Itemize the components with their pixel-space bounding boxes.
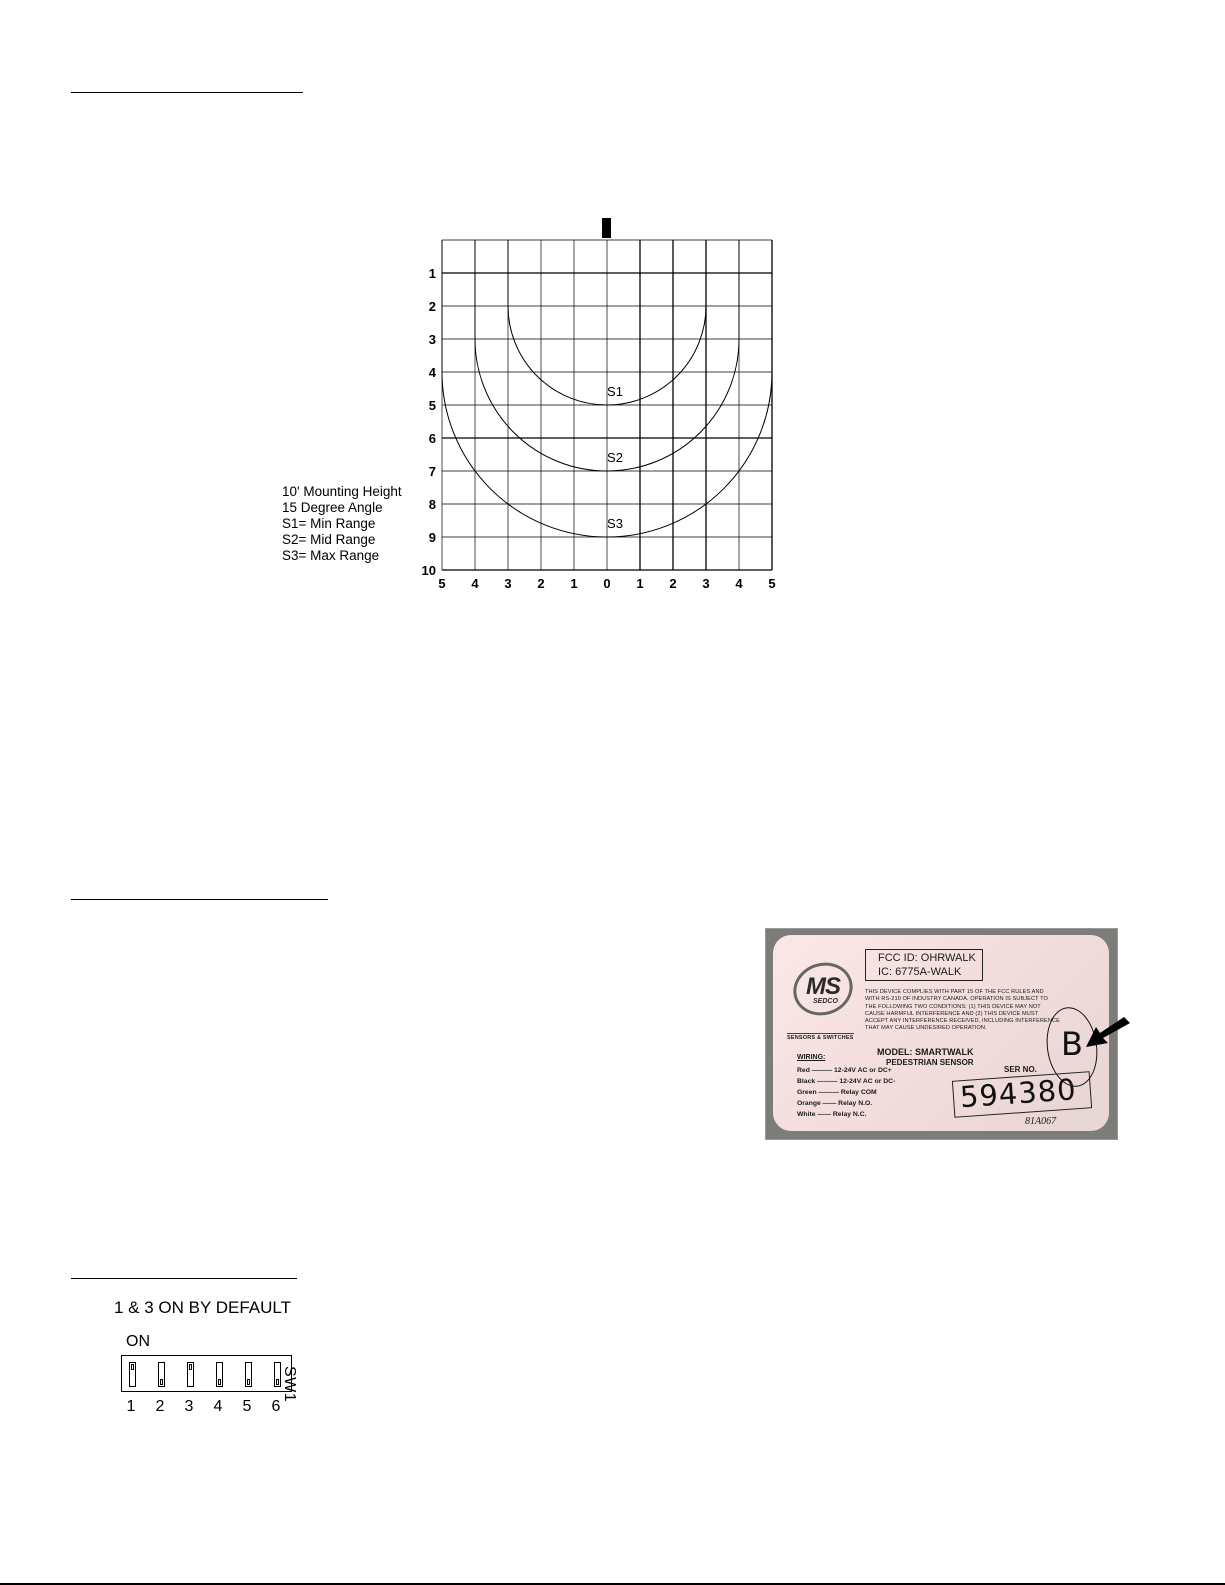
compliance-line: WITH RS-210 OF INDUSTRY CANADA. OPERATION IS SUBJECT TO	[865, 996, 1048, 1003]
x-tick-label: 4	[735, 576, 743, 591]
sw1-label: SW1	[281, 1366, 298, 1403]
x-tick-label: 1	[570, 576, 578, 591]
dip-knob	[218, 1379, 221, 1385]
wire-color: Orange	[797, 1100, 821, 1107]
wire-desc: Relay COM	[840, 1089, 877, 1096]
wiring-title: WIRING:	[797, 1054, 826, 1061]
dip-knob	[131, 1364, 134, 1370]
compliance-text	[865, 989, 1060, 1033]
y-tick-label: 3	[428, 332, 436, 347]
wiring-row: Red ——— 12-24V AC or DC+	[797, 1067, 892, 1074]
compliance-line: THAT MAY CAUSE UNDESIRED OPERATION.	[865, 1025, 987, 1032]
dip-switch-4[interactable]	[216, 1362, 223, 1387]
curve-label-s2: S2	[607, 450, 623, 465]
chart-legend	[282, 484, 402, 563]
dip-knob	[276, 1379, 279, 1385]
dip-number: 3	[184, 1398, 194, 1415]
x-tick-label: 5	[768, 576, 776, 591]
lot-code: 81A067	[1025, 1116, 1057, 1127]
serial-number: 594380	[952, 1071, 1092, 1118]
fcc-box	[865, 949, 983, 981]
wire-color: Black	[797, 1078, 816, 1085]
compliance-line: ACCEPT ANY INTERFERENCE RECEIVED, INCLUDING INTERFERENCE	[865, 1018, 1060, 1025]
model-text: MODEL: SMARTWALK	[877, 1047, 974, 1057]
fcc-id: FCC ID: OHRWALK	[878, 952, 976, 964]
wire-color: White	[797, 1111, 816, 1118]
dip-knob	[160, 1379, 163, 1385]
revision-letter: B	[1061, 1025, 1083, 1063]
compliance-line: THE FOLLOWING TWO CONDITIONS: (1) THIS DEVICE MAY NOT	[865, 1003, 1041, 1010]
section-1-heading-rule	[71, 92, 303, 93]
y-tick-label: 2	[428, 299, 436, 314]
x-tick-label: 2	[537, 576, 545, 591]
product-label-photo	[765, 928, 1118, 1140]
serial-label: SER NO.	[1004, 1065, 1037, 1074]
dip-default-note: 1 & 3 ON BY DEFAULT	[114, 1298, 291, 1317]
dip-switch-5[interactable]	[245, 1362, 252, 1387]
legend-line: 15 Degree Angle	[282, 500, 383, 515]
x-tick-label: 5	[438, 576, 446, 591]
x-tick-label: 0	[603, 576, 611, 591]
sensor-marker-icon	[602, 218, 611, 238]
y-tick-label: 4	[428, 365, 436, 380]
x-tick-label: 4	[471, 576, 479, 591]
arrow-icon	[1084, 1015, 1134, 1055]
curve-label-s3: S3	[607, 516, 623, 531]
product-label	[773, 935, 1109, 1131]
legend-line: S3= Max Range	[282, 548, 380, 563]
legend-line: S2= Mid Range	[282, 532, 376, 547]
section-2-heading-rule	[71, 899, 328, 900]
wiring-row: Orange —— Relay N.O.	[797, 1100, 873, 1107]
dip-number: 6	[271, 1398, 281, 1415]
dip-number: 2	[155, 1398, 165, 1415]
y-tick-labels	[422, 266, 437, 578]
logo-sedco-text: SEDCO	[813, 998, 838, 1005]
legend-line: 10' Mounting Height	[282, 484, 402, 499]
sensors-switches-text: SENSORS & SWITCHES	[787, 1035, 854, 1041]
x-tick-labels	[438, 576, 775, 591]
dip-knob	[189, 1364, 192, 1370]
y-tick-label: 7	[428, 464, 436, 479]
compliance-line: CAUSE HARMFUL INTERFERENCE AND (2) THIS DEVICE MUST	[865, 1010, 1039, 1017]
product-text: PEDESTRIAN SENSOR	[886, 1058, 974, 1067]
y-tick-label: 5	[428, 398, 436, 413]
dip-knob	[247, 1379, 250, 1385]
dip-number: 1	[126, 1398, 136, 1415]
x-tick-label: 1	[636, 576, 644, 591]
dip-switch-body	[121, 1355, 292, 1392]
compliance-line: THIS DEVICE COMPLIES WITH PART 15 OF THE FCC RULES AND	[865, 989, 1044, 995]
wiring-row: Black ——— 12-24V AC or DC-	[797, 1078, 896, 1085]
x-tick-label: 2	[669, 576, 677, 591]
ic-number: IC: 6775A-WALK	[878, 966, 962, 978]
y-tick-label: 8	[428, 497, 436, 512]
wire-color: Green	[797, 1089, 817, 1096]
dip-switch-3[interactable]	[187, 1362, 194, 1387]
logo-ms-text: MS	[806, 973, 840, 1000]
dip-on-label: ON	[126, 1333, 150, 1350]
wire-color: Red	[797, 1067, 810, 1074]
wiring-row: Green ——— Relay COM	[797, 1089, 877, 1096]
dip-number: 5	[242, 1398, 252, 1415]
y-tick-label: 10	[421, 563, 436, 578]
detection-range-chart	[270, 205, 790, 605]
wire-desc: Relay N.O.	[838, 1100, 873, 1107]
curve-label-s1: S1	[607, 384, 623, 399]
legend-line: S1= Min Range	[282, 516, 376, 531]
wire-desc: 12-24V AC or DC+	[834, 1067, 892, 1074]
x-tick-label: 3	[702, 576, 710, 591]
wire-desc: Relay N.C.	[832, 1111, 867, 1118]
dip-number: 4	[213, 1398, 223, 1415]
wire-desc: 12-24V AC or DC-	[839, 1078, 896, 1085]
y-tick-label: 9	[428, 530, 436, 545]
dip-switch-2[interactable]	[158, 1362, 165, 1387]
y-tick-label: 1	[428, 266, 436, 281]
section-3-heading-rule	[71, 1278, 297, 1279]
x-tick-label: 3	[504, 576, 512, 591]
y-tick-label: 6	[428, 431, 436, 446]
dip-switch-1[interactable]	[129, 1362, 136, 1387]
wiring-row: White —— Relay N.C.	[797, 1111, 867, 1118]
